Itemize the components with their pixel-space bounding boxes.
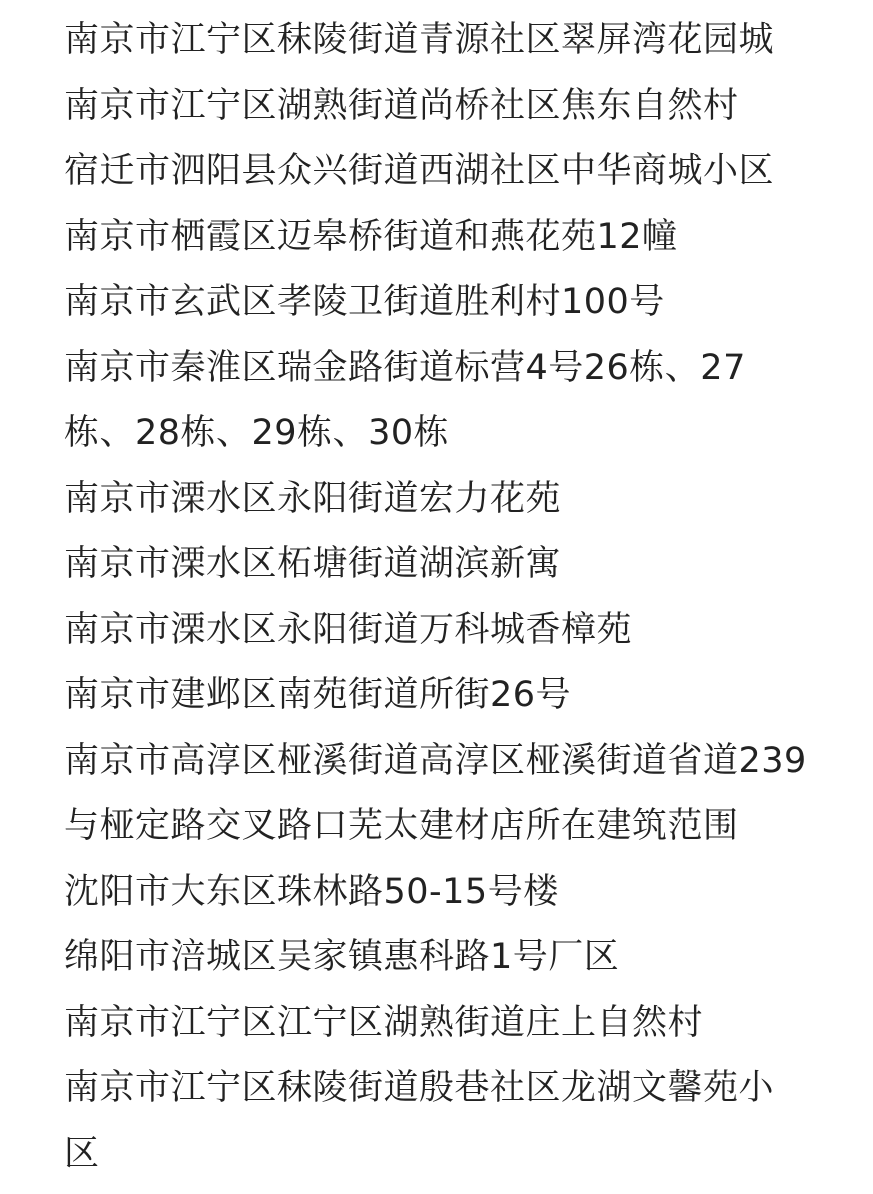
address-line: 南京市江宁区秣陵街道殷巷社区龙湖文馨苑小 bbox=[64, 1068, 775, 1108]
address-line: 宿迁市泗阳县众兴街道西湖社区中华商城小区 bbox=[64, 151, 775, 191]
address-line: 与桠定路交叉路口芜太建材店所在建筑范围 bbox=[64, 806, 739, 846]
address-line: 南京市栖霞区迈皋桥街道和燕花苑12幢 bbox=[64, 216, 678, 257]
address-line: 绵阳市涪城区吴家镇惠科路1号厂区 bbox=[64, 937, 620, 977]
address-line: 栋、28栋、29栋、30栋 bbox=[64, 413, 450, 453]
address-line: 南京市高淳区桠溪街道高淳区桠溪街道省道239 bbox=[64, 740, 807, 781]
address-line: 南京市溧水区永阳街道万科城香樟苑 bbox=[64, 609, 633, 650]
address-line: 南京市江宁区江宁区湖熟街道庄上自然村 bbox=[64, 1002, 704, 1043]
address-line: 南京市江宁区秣陵街道青源社区翠屏湾花园城 bbox=[64, 20, 775, 60]
address-line: 南京市秦淮区瑞金路街道标营4号26栋、27 bbox=[64, 347, 746, 388]
address-line: 南京市江宁区湖熟街道尚桥社区焦东自然村 bbox=[64, 85, 739, 126]
address-line: 区 bbox=[64, 1133, 100, 1174]
address-line: 南京市建邺区南苑街道所街26号 bbox=[64, 675, 572, 715]
address-line: 南京市溧水区柘塘街道湖滨新寓 bbox=[64, 544, 562, 584]
address-line: 沈阳市大东区珠林路50-15号楼 bbox=[64, 871, 559, 912]
address-line: 南京市玄武区孝陵卫街道胜利村100号 bbox=[64, 282, 665, 322]
address-line: 南京市溧水区永阳街道宏力花苑 bbox=[64, 478, 562, 519]
